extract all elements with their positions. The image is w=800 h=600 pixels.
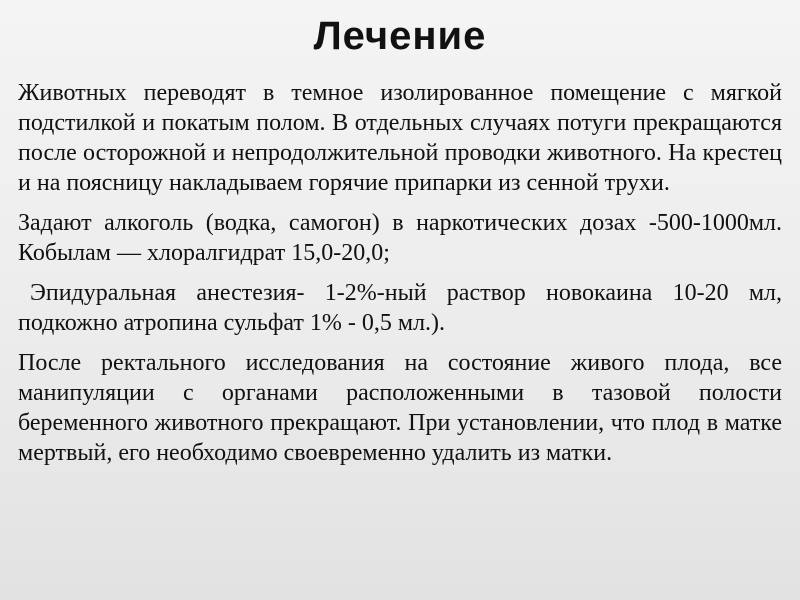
paragraph-epidural-anesthesia: Эпидуральная анестезия- 1-2%-ный раствор новокаина 10-20 мл, подкожно атропина сульфат 1% - 0,5 мл.). — [18, 280, 782, 336]
slide-body — [18, 78, 782, 478]
slide-title: Лечение — [313, 14, 487, 58]
paragraph-transfer-and-poultices: Животных переводят в темное изолированное помещение с мягкой подстилкой и покатым полом. В отдельных случаях потуги прекращаются после осторожной и непродолжительной проводки животного. На крестец и на поясницу накладываем горячие припарки из сенной трухи. — [18, 80, 782, 196]
paragraph-rectal-examination: После ректального исследования на состояние живого плода, все манипуляции с органами расположенными в тазовой полости беременного животного прекращают. При установлении, что плод в матке мертвый, его необходимо своевременно удалить из матки. — [18, 350, 782, 466]
paragraph-alcohol-dosage: Задают алкоголь (водка, самогон) в наркотических дозах -500-1000мл. Кобылам — хлоралгидрат 15,0-20,0; — [18, 210, 782, 266]
